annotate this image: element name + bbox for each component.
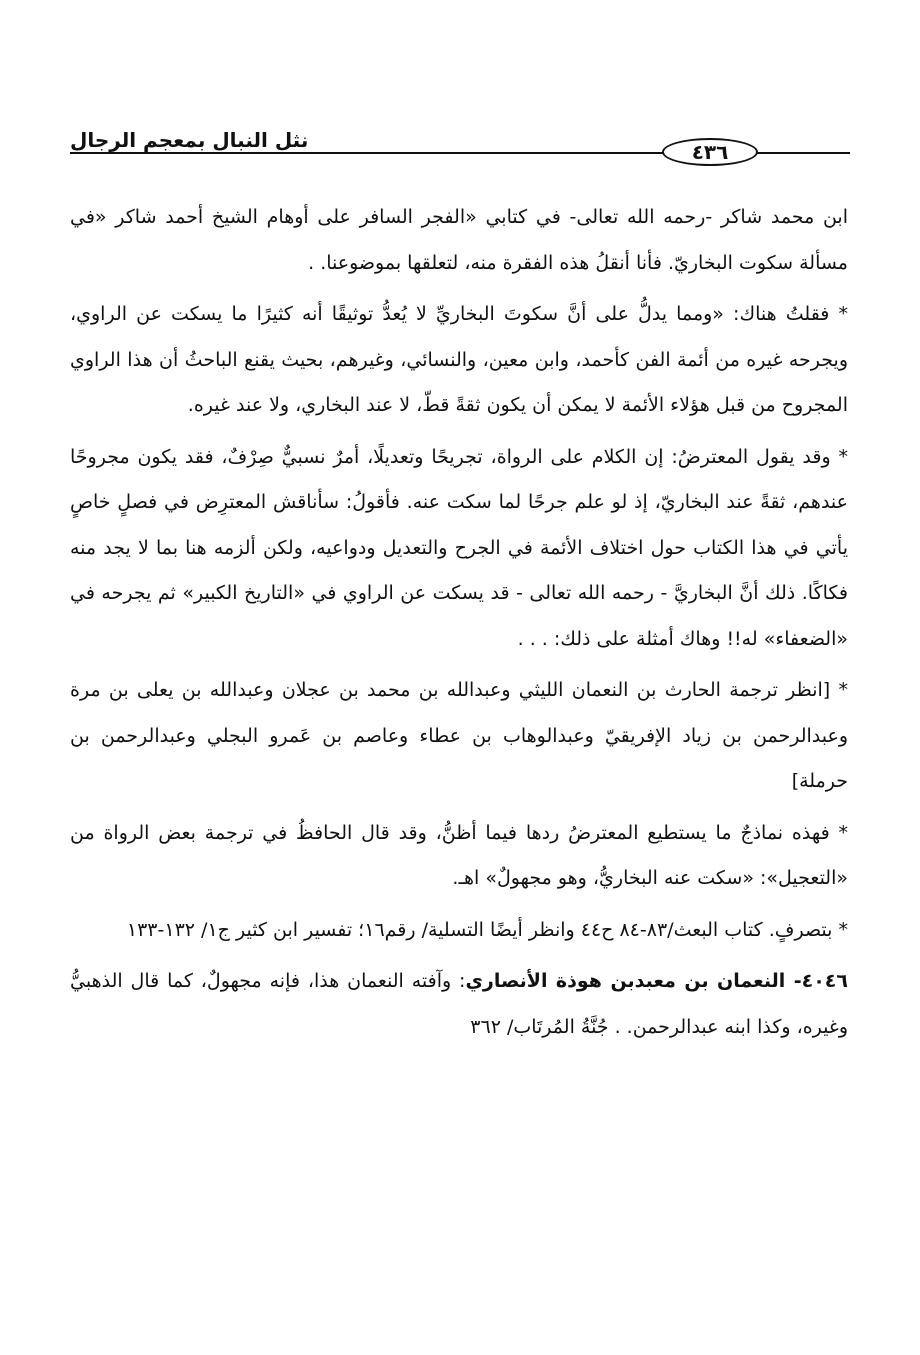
paragraph-source: * بتصرفٍ. كتاب البعث/٨٣-٨٤ ح٤٤ وانظر أيضًا التسلية/ رقم١٦؛ تفسير ابن كثير ج١/ ١٣٢-١٣٣ xyxy=(126,918,848,941)
running-title: نثل النبال بمعجم الرجال xyxy=(70,128,309,152)
paragraph-examples: * [انظر ترجمة الحارث بن النعمان الليثي وعبدالله بن محمد بن عجلان وعبدالله بن يعلى بن مرة وعبدالرحمن بن زياد الإفريقيّ وعبدالوهاب بن عطاء وعاصم بن عَمرو البجلي وعبدالرحمن بن حرملة] xyxy=(70,679,848,792)
running-header xyxy=(70,118,850,188)
body-text xyxy=(70,195,848,1056)
entry-paragraph xyxy=(70,959,848,1050)
page-number-frame xyxy=(662,138,758,166)
entry-title: ٤٠٤٦- النعمان بن معبدبن هوذة الأنصاري xyxy=(465,970,848,992)
paragraph-intro: ابن محمد شاكر -رحمه الله تعالى- في كتابي «الفجر السافر على أوهام الشيخ أحمد شاكر «في مسألة سكوت البخاريّ. فأنا أنقلُ هذه الفقرة منه، لتعلقها بموضوعنا. . xyxy=(70,206,848,274)
page-number: ٤٣٦ xyxy=(691,140,729,164)
paragraph-objection: * وقد يقول المعترضُ: إن الكلام على الرواة، تجريحًا وتعديلًا، أمرٌ نسبيٌّ صِرْفٌ، فقد يكون مجروحًا عندهم، ثقةً عند البخاريّ، إذ لو علم جرحًا لما سكت عنه. فأقولُ: سأناقش المعترِض في فصلٍ خاصٍ يأتي في هذا الكتاب حول اختلاف الأئمة في الجرح والتعديل ودواعيه، ولكن ألزمه هنا بما لا يجد منه فكاكًا. ذلك أنَّ البخاريَّ - رحمه الله تعالى - قد يسكت عن الراوي في «التاريخ الكبير» ثم يجرحه في «الضعفاء» له!! وهاك أمثلة على ذلك: . . . xyxy=(70,445,848,650)
paragraph-quote-start: * فقلتُ هناك: «ومما يدلُّ على أنَّ سكوتَ البخاريِّ لا يُعدُّ توثيقًا أنه كثيرًا ما يسكت عن الراوي، ويجرحه غيره من أئمة الفن كأحمد، وابن معين، والنسائي، وغيرهم، بحيث يقنع الباحثُ أن هذا الراوي المجروح من قبل هؤلاء الأئمة لا يمكن أن يكون ثقةً قطّ، لا عند البخاري، ولا عند غيره. xyxy=(70,303,848,416)
paragraph-conclusion: * فهذه نماذجٌ ما يستطيع المعترضُ ردها فيما أظنُّ، وقد قال الحافظُ في ترجمة بعض الرواة من «التعجيل»: «سكت عنه البخاريُّ، وهو مجهولٌ» اهـ. xyxy=(70,821,848,889)
entry-text: : وآفته النعمان هذا، فإنه مجهولٌ، كما قال الذهبيُّ وغيره، وكذا ابنه عبدالرحمن. . جُنَّةُ المُرتَاب/ ٣٦٢ xyxy=(70,970,848,1038)
